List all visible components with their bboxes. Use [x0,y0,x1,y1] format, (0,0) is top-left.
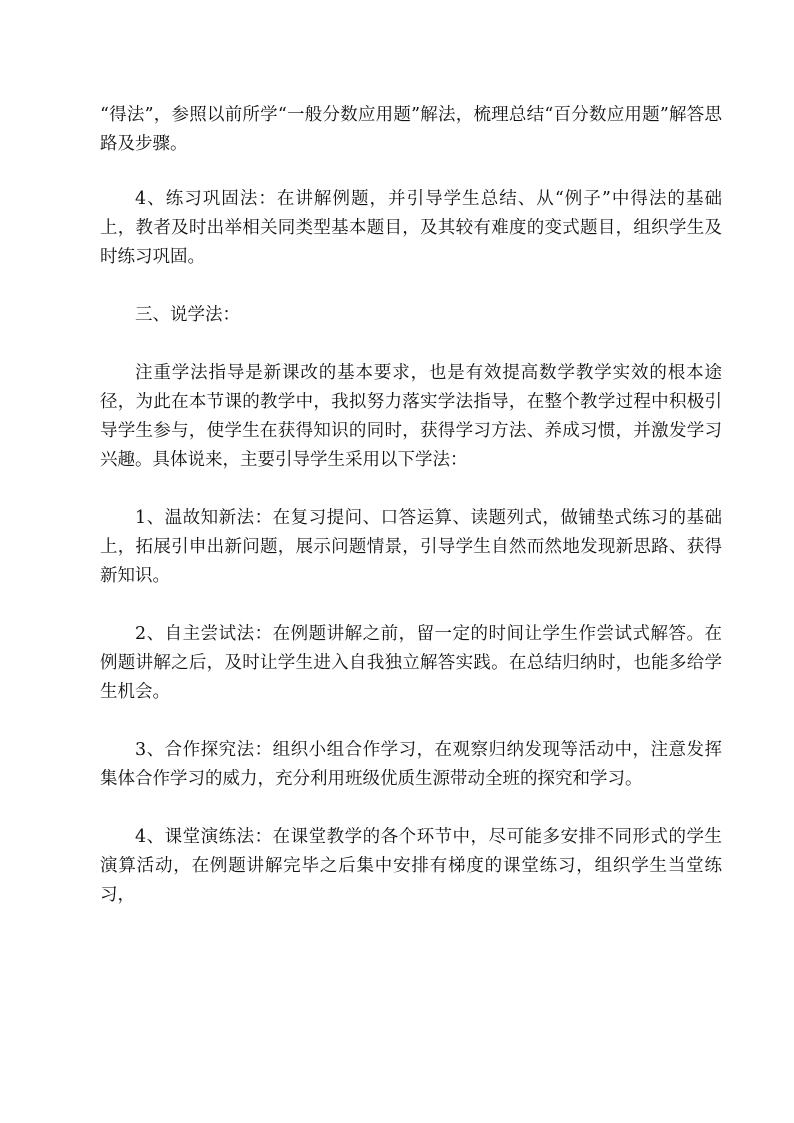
paragraph-practice-method: 4、练习巩固法：在讲解例题，并引导学生总结、从“例子”中得法的基础上，教者及时出举相关同类型基本题目，及其较有难度的变式题目，组织学生及时练习巩固。 [100,189,722,267]
section-heading-learning-methods: 三、说学法： [135,305,240,325]
paragraph-classroom-practice-method: 4、课堂演练法：在课堂教学的各个环节中，尽可能多安排不同形式的学生演算活动，在例题讲解完毕之后集中安排有梯度的课堂练习，组织学生当堂练习， [100,827,722,905]
paragraph-continuation: “得法”，参照以前所学“一般分数应用题”解法，梳理总结“百分数应用题”解答思路及步骤。 [100,105,722,154]
paragraph-review-method: 1、温故知新法：在复习提问、口答运算、读题列式，做铺垫式练习的基础上，拓展引申出新问题，展示问题情景，引导学生自然而然地发现新思路、获得新知识。 [100,508,722,586]
paragraph-learning-guidance: 注重学法指导是新课改的基本要求，也是有效提高数学教学实效的根本途径，为此在本节课的教学中，我拟努力落实学法指导，在整个教学过程中积极引导学生参与，使学生在获得知识的同时，获得学习方法、养成习惯，并激发学习兴趣。具体说来，主要引导学生采用以下学法： [100,363,722,470]
paragraph-self-attempt-method: 2、自主尝试法：在例题讲解之前，留一定的时间让学生作尝试式解答。在例题讲解之后，及时让学生进入自我独立解答实践。在总结归纳时，也能多给学生机会。 [100,624,722,702]
paragraph-cooperative-method: 3、合作探究法：组织小组合作学习，在观察归纳发现等活动中，注意发挥集体合作学习的威力，充分利用班级优质生源带动全班的探究和学习。 [100,740,722,789]
document-body [100,101,722,939]
